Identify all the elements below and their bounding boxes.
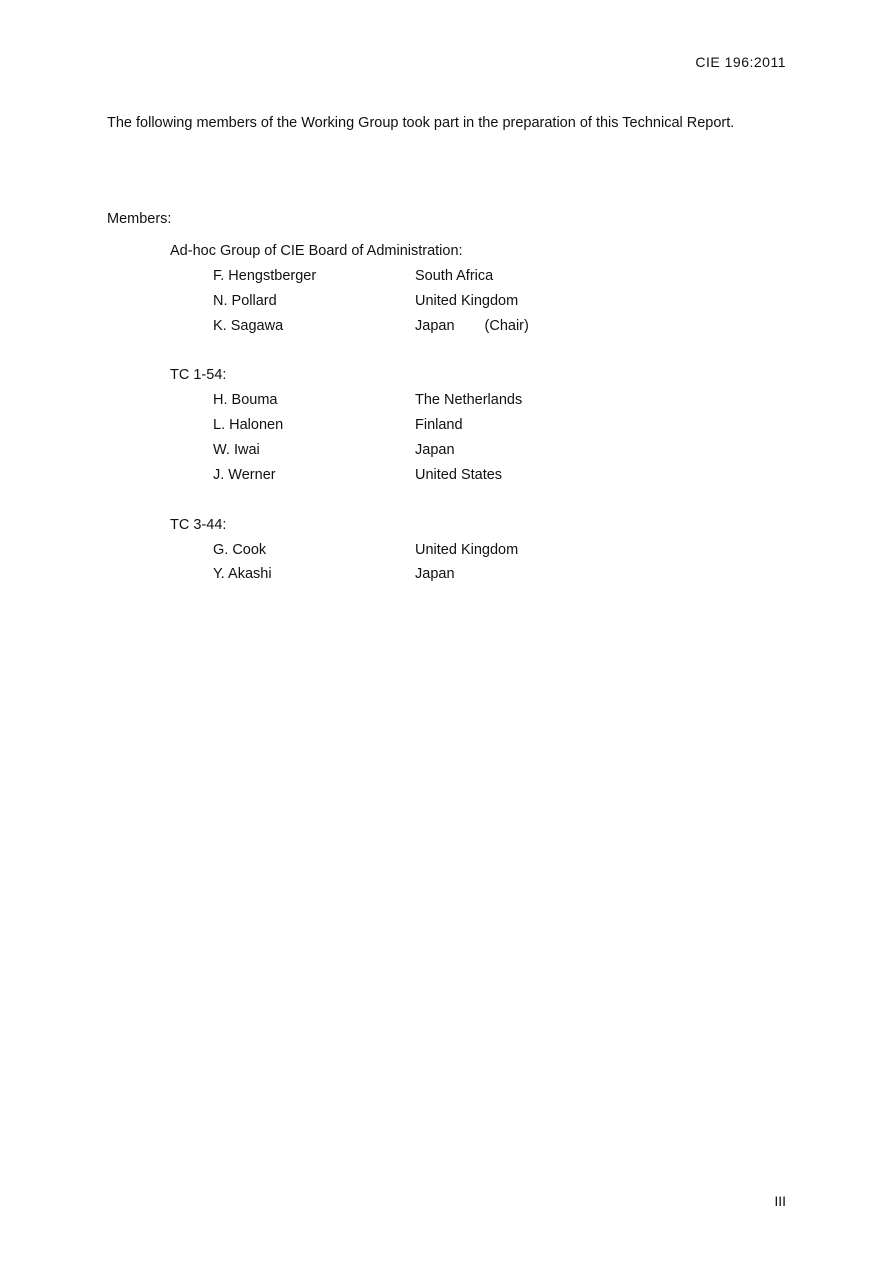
member-row — [170, 318, 690, 343]
member-name: W. Iwai — [213, 441, 260, 458]
member-country: The Netherlands — [415, 392, 523, 409]
member-row — [170, 268, 690, 293]
page-number: III — [774, 1193, 786, 1209]
document-reference: CIE 196:2011 — [695, 54, 786, 70]
group-title: Ad-hoc Group of CIE Board of Administration: — [170, 243, 463, 259]
member-group — [170, 517, 690, 592]
member-row — [170, 442, 690, 467]
member-role: (Chair) — [484, 317, 529, 334]
group-title: TC 3-44: — [170, 516, 227, 533]
member-group — [170, 243, 690, 342]
member-country: Japan — [415, 441, 455, 458]
intro-paragraph: The following members of the Working Group took part in the preparation of this Technical Report. — [107, 115, 735, 131]
member-name: Y. Akashi — [213, 566, 272, 583]
member-name: K. Sagawa — [213, 317, 284, 334]
group-title: TC 1-54: — [170, 367, 227, 384]
member-country: United States — [415, 466, 503, 483]
member-country: Finland — [415, 417, 463, 434]
member-country: Japan — [415, 566, 455, 583]
member-country: South Africa — [415, 268, 494, 284]
member-name: J. Werner — [213, 466, 276, 483]
member-row — [170, 542, 690, 567]
member-row — [170, 392, 690, 417]
member-row — [170, 417, 690, 442]
member-row — [170, 293, 690, 318]
member-name: H. Bouma — [213, 392, 278, 409]
member-name: G. Cook — [213, 541, 267, 558]
member-row — [170, 467, 690, 492]
member-country: United Kingdom — [415, 292, 519, 309]
member-name: N. Pollard — [213, 292, 277, 309]
member-country: Japan — [415, 317, 455, 334]
member-row — [170, 566, 690, 591]
member-name: F. Hengstberger — [213, 268, 317, 284]
member-name: L. Halonen — [213, 417, 284, 434]
member-country: United Kingdom — [415, 541, 519, 558]
member-group — [170, 367, 690, 491]
member-groups — [170, 243, 690, 616]
members-heading: Members: — [107, 211, 172, 227]
